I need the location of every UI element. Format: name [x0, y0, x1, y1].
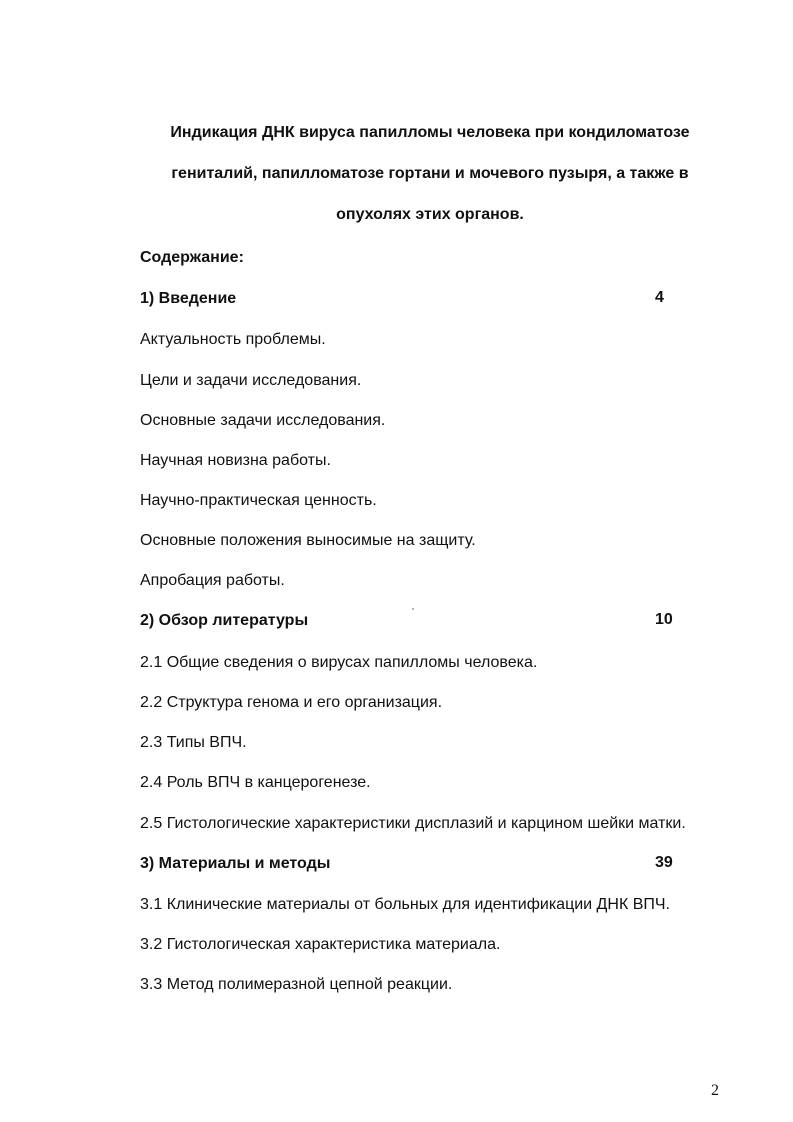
- section-page-number: 39: [655, 854, 673, 871]
- section-page-number: 10: [655, 611, 673, 628]
- toc-item: Научно-практическая ценность.: [140, 492, 377, 509]
- toc-item: 2.3 Типы ВПЧ.: [140, 734, 247, 751]
- toc-item: 3.2 Гистологическая характеристика материала.: [140, 936, 501, 953]
- section-page-number: 4: [655, 289, 664, 306]
- scan-speck: [412, 608, 414, 610]
- toc-item: 2.4 Роль ВПЧ в канцерогенезе.: [140, 774, 371, 791]
- title-line-2: гениталий, папилломатозе гортани и мочевого пузыря, а также в: [171, 165, 689, 182]
- toc-item: 3.3 Метод полимеразной цепной реакции.: [140, 976, 453, 993]
- toc-item: 2.1 Общие сведения о вирусах папилломы человека.: [140, 654, 538, 671]
- toc-item: Апробация работы.: [140, 572, 285, 589]
- section-heading-literature-review: 2) Обзор литературы: [140, 612, 309, 629]
- toc-item: Основные задачи исследования.: [140, 412, 386, 429]
- toc-item: Научная новизна работы.: [140, 452, 331, 469]
- toc-item: Актуальность проблемы.: [140, 331, 326, 348]
- toc-item: 3.1 Клинические материалы от больных для идентификации ДНК ВПЧ.: [140, 896, 670, 913]
- contents-heading: Содержание:: [140, 249, 244, 266]
- toc-item: Цели и задачи исследования.: [140, 372, 362, 389]
- title-line-3: опухолях этих органов.: [336, 206, 524, 223]
- title-line-1: Индикация ДНК вируса папилломы человека при кондиломатозе: [170, 124, 690, 141]
- section-heading-introduction: 1) Введение: [140, 290, 237, 307]
- toc-item: 2.5 Гистологические характеристики дисплазий и карцином шейки матки.: [140, 815, 686, 832]
- toc-item: 2.2 Структура генома и его организация.: [140, 694, 443, 711]
- page-number: 2: [711, 1082, 719, 1099]
- section-heading-materials-methods: 3) Материалы и методы: [140, 855, 331, 872]
- toc-item: Основные положения выносимые на защиту.: [140, 532, 476, 549]
